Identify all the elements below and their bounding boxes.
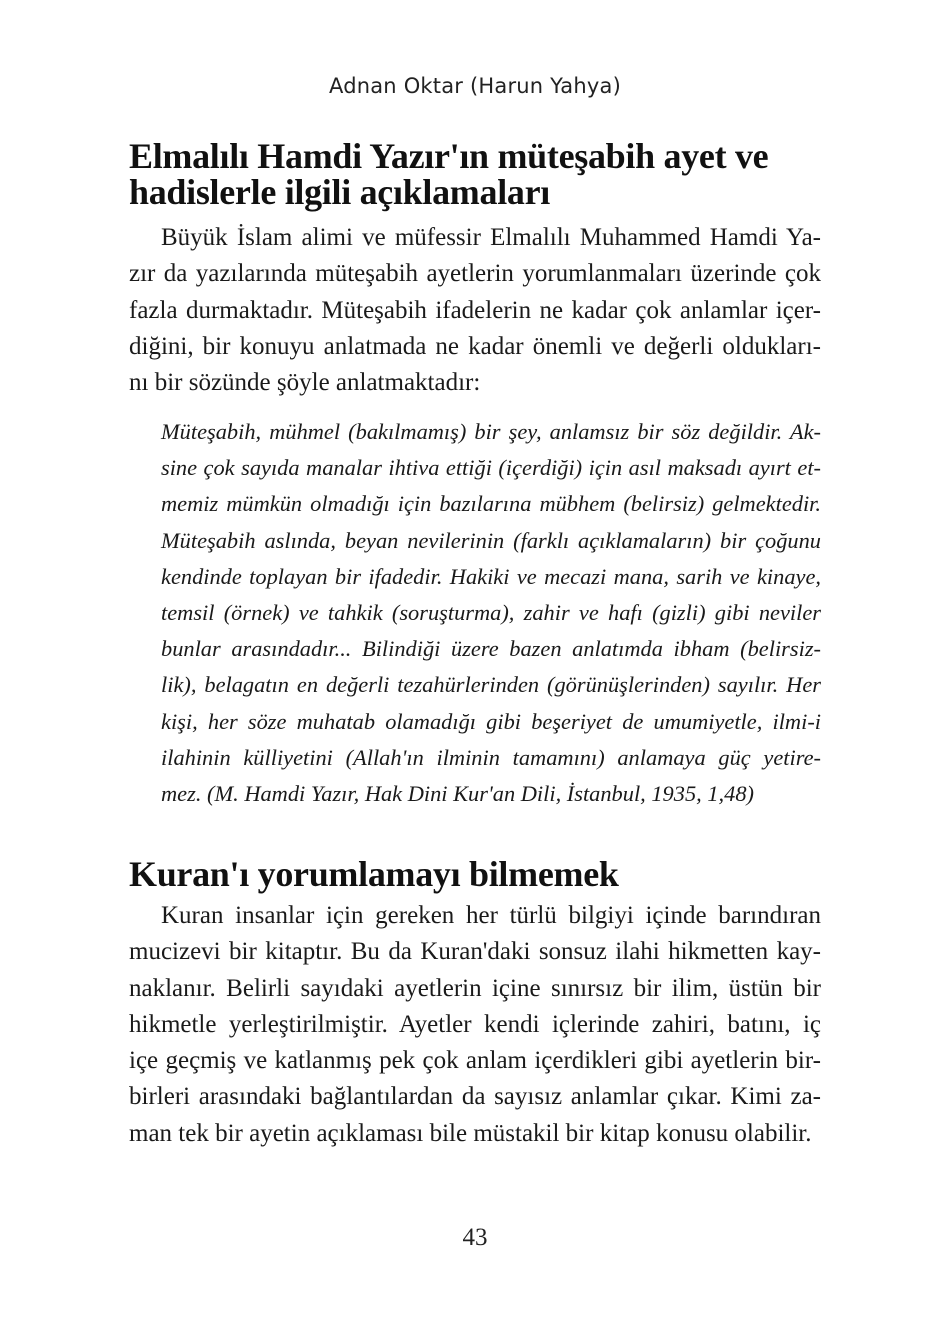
paragraph-line: Kuran insanlar için gereken her türlü bilgiyi içinde barındıran — [161, 902, 821, 929]
section2-paragraph — [129, 898, 821, 1152]
section1-heading-line: Elmalılı Hamdi Yazır'ın müteşabih ayet ve — [129, 136, 769, 176]
section2-paragraph-block — [129, 898, 821, 1152]
quote-line: Müteşabih aslında, beyan nevilerinin (farklı açıklamaların) bir çoğunu — [161, 527, 821, 553]
paragraph-line: mucizevi bir kitaptır. Bu da Kuran'daki sonsuz ilahi hikmetten kay- — [129, 938, 821, 966]
section1-heading — [129, 138, 821, 210]
section2-heading — [129, 856, 821, 892]
quote-line: ilahinin külliyetini (Allah'ın ilminin tamamını) anlamaya güç yetire- — [161, 744, 821, 770]
quote-line: temsil (örnek) ve tahkik (soruşturma), zahir ve hafı (gizli) gibi neviler — [161, 600, 821, 626]
page-number: 43 — [462, 1224, 488, 1251]
quote-line: mez. (M. Hamdi Yazır, Hak Dini Kur'an Dili, İstanbul, 1935, 1,48) — [161, 781, 754, 807]
paragraph-line: içe geçmiş ve katlanmış pek çok anlam içerdikleri gibi ayetlerin bir- — [129, 1047, 821, 1075]
paragraph-line: naklanır. Belirli sayıdaki ayetlerin içine sınırsız bir ilim, üstün bir — [129, 974, 821, 1002]
quote-line: memiz mümkün olmadığı için bazılarına mübhem (belirsiz) gelmektedir. — [161, 491, 821, 517]
section1-heading-block — [129, 138, 821, 210]
quote-line: Müteşabih, mühmel (bakılmamış) bir şey, anlamsız bir söz değildir. Ak- — [161, 419, 821, 444]
paragraph-line: hikmetle yerleştirilmiştir. Ayetler kendi içlerinde zahiri, batını, iç — [129, 1010, 821, 1038]
quote-line: kendinde toplayan bir ifadedir. Hakiki ve mecazi mana, sarih ve kinaye, — [161, 563, 821, 589]
section1-quote-block — [129, 414, 821, 812]
paragraph-line: birleri arasındaki bağlantılardan da sayısız anlamlar çıkar. Kimi za- — [129, 1083, 821, 1111]
section1-paragraph — [129, 220, 821, 401]
paragraph-line: zır da yazılarında müteşabih ayetlerin yorumlanmaları üzerinde çok — [129, 260, 821, 288]
section1-heading-line: hadislerle ilgili açıklamaları — [129, 172, 550, 212]
paragraph-line: fazla durmaktadır. Müteşabih ifadelerin ne kadar çok anlamlar içer- — [129, 296, 821, 324]
paragraph-line: nı bir sözünde şöyle anlatmaktadır: — [129, 369, 481, 397]
paragraph-line: diğini, bir konuyu anlatmada ne kadar önemli ve değerli oldukları- — [129, 332, 821, 360]
quotation — [129, 414, 821, 812]
quote-line: sine çok sayıda manalar ihtiva ettiği (içerdiği) için asıl maksadı ayırt et- — [161, 455, 821, 481]
quote-line: bunlar arasındadır... Bilindiği üzere bazen anlatımda ibham (belirsiz- — [161, 636, 821, 662]
paragraph-line: Büyük İslam alimi ve müfessir Elmalılı Muhammed Hamdi Ya- — [161, 224, 821, 251]
section1-paragraph-block — [129, 220, 821, 401]
paragraph-line: man tek bir ayetin açıklaması bile müstakil bir kitap konusu olabilir. — [129, 1119, 812, 1147]
section2-heading-line: Kuran'ı yorumlamayı bilmemek — [129, 854, 619, 894]
section2-heading-block — [129, 856, 821, 892]
quote-line: lik), belagatın en değerli tezahürlerinden (görünüşlerinden) sayılır. Her — [161, 672, 821, 698]
running-header: Adnan Oktar (Harun Yahya) — [329, 74, 621, 98]
quote-line: kişi, her söze muhatab olamadığı gibi beşeriyet de umumiyetle, ilmi-i — [161, 708, 821, 734]
